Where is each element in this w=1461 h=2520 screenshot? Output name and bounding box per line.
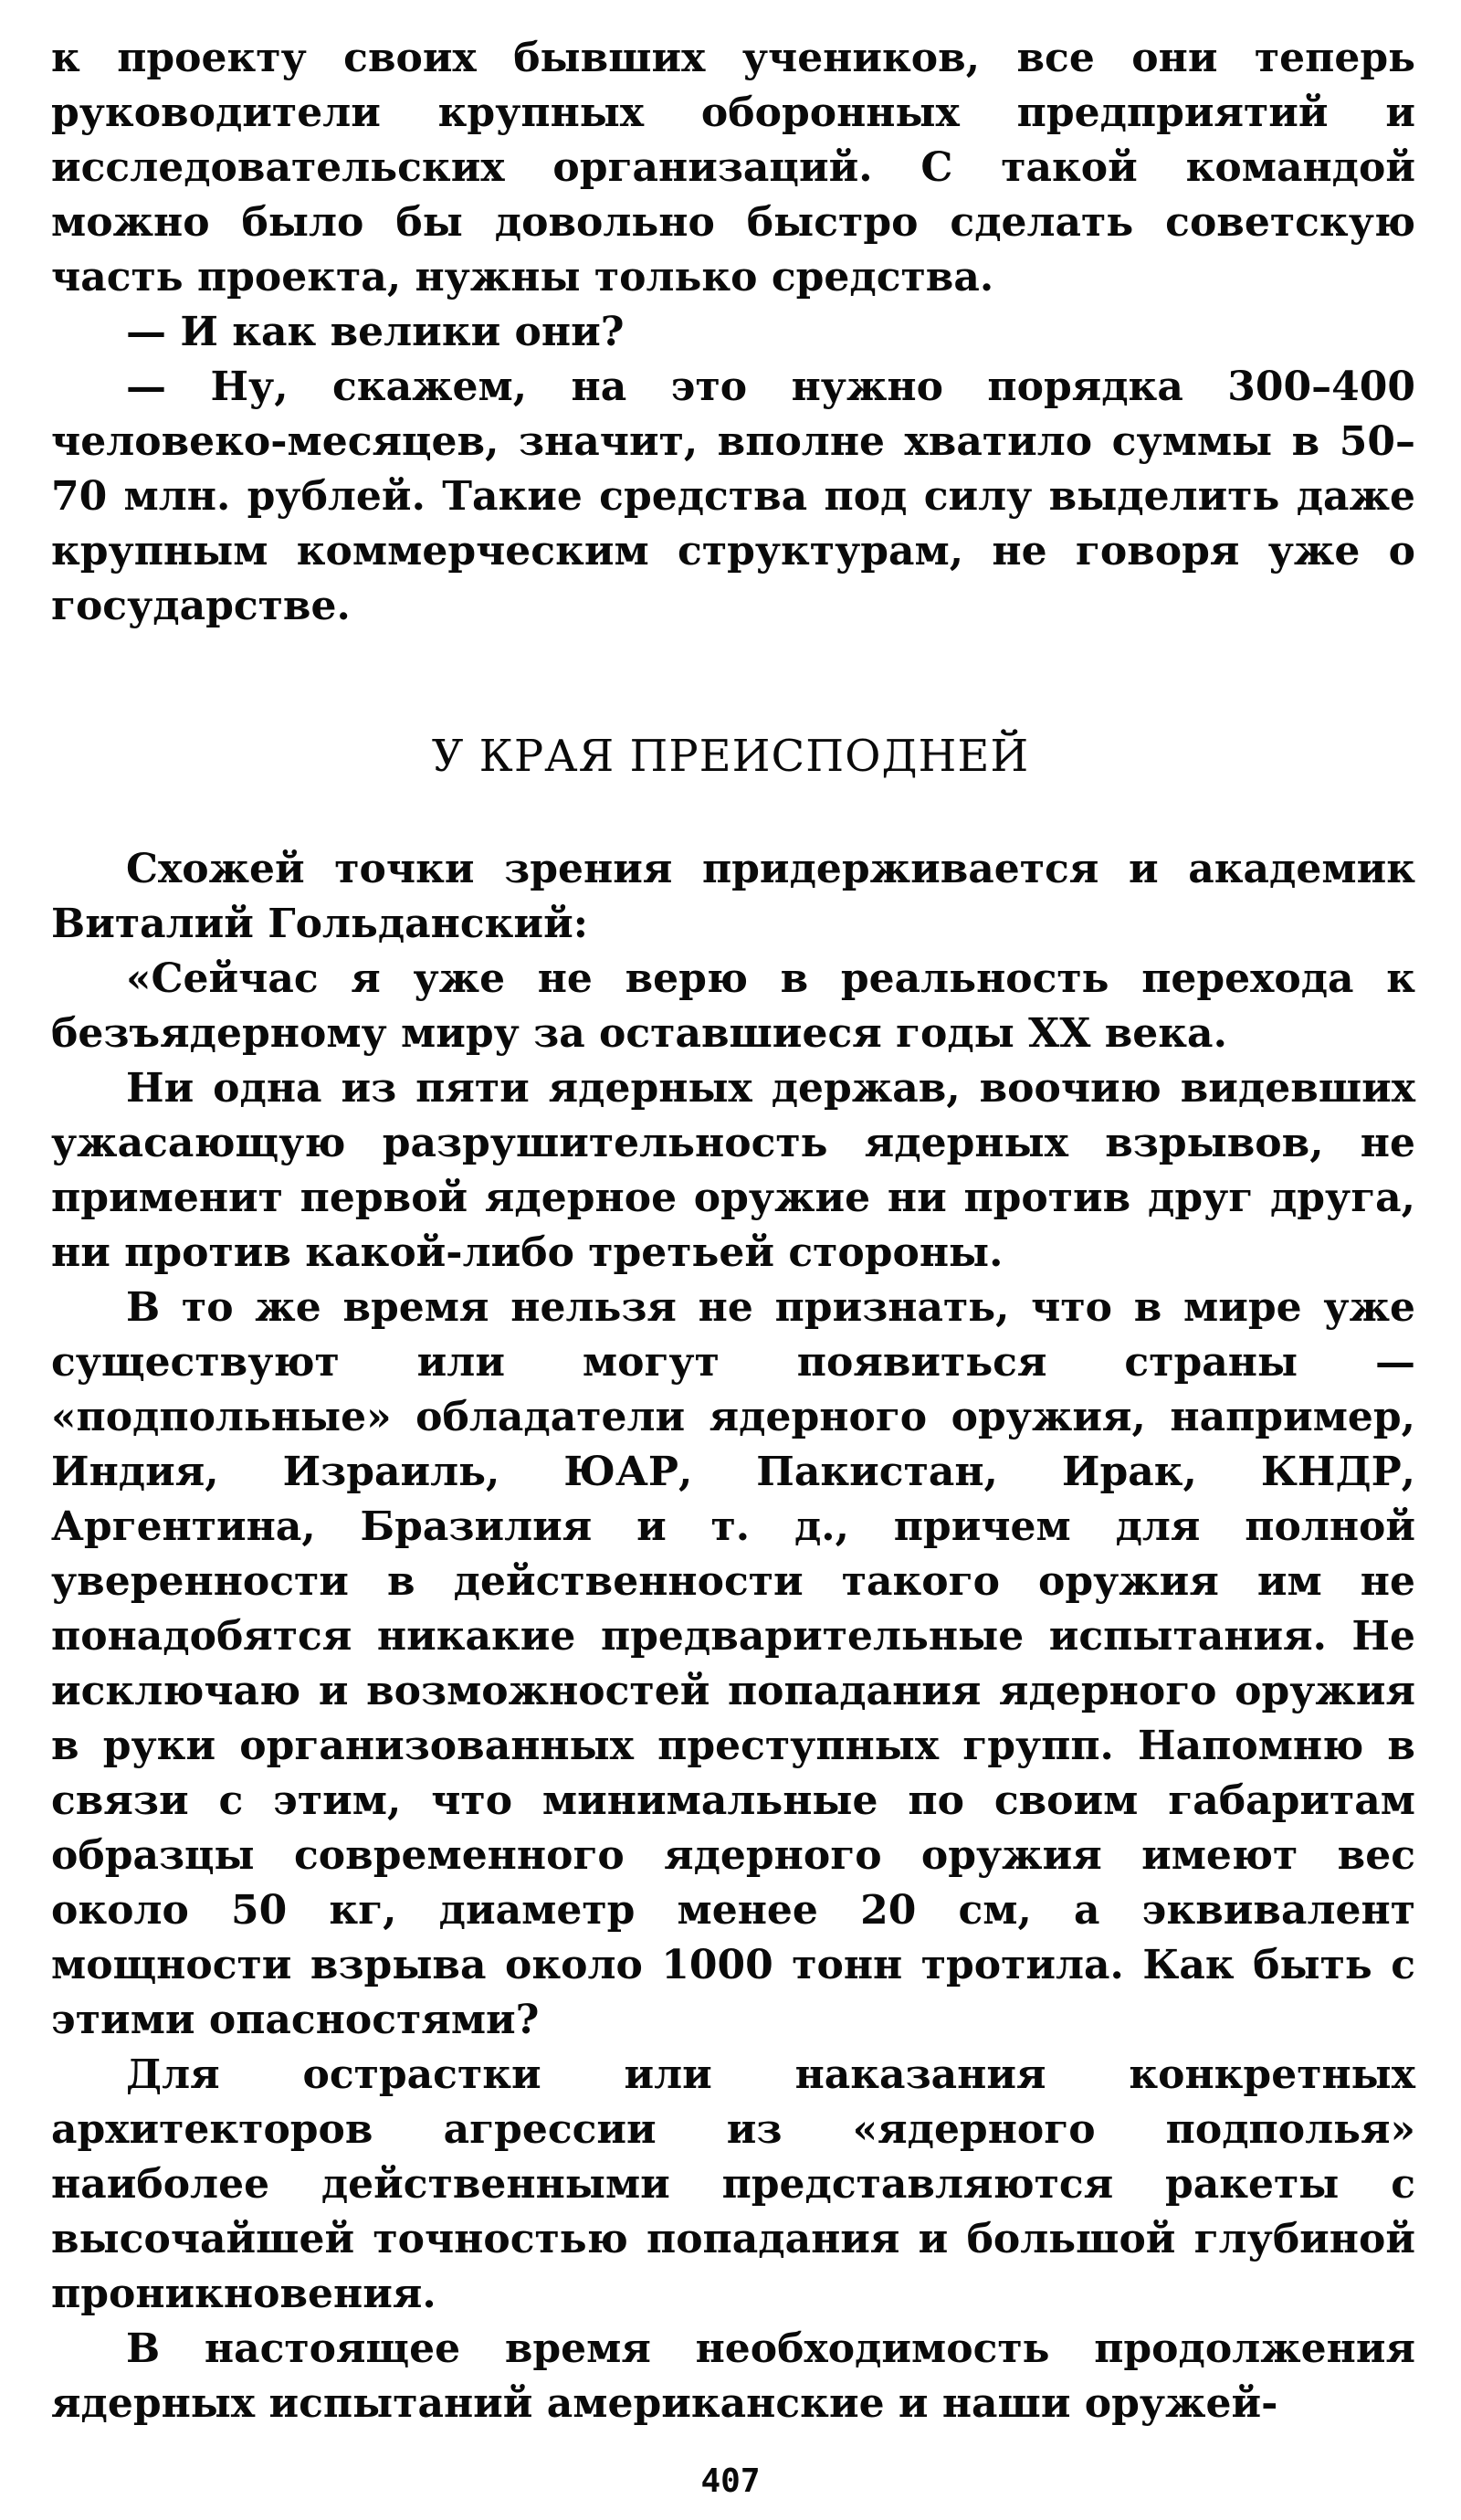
paragraph-continues-next-page: В настоящее время необходимость продолжения ядерных испытаний американские и наши оружей- [51,2325,1415,2427]
paragraph: Для острастки или наказания конкретных архитекторов агрессии из «ядерного подполья» наиболее действенными представляются ракеты с высочайшей точностью попадания и большой глубиной проникновения. [51,2051,1415,2317]
page-number: 407 [700,2462,761,2500]
paragraph-continued: к проекту своих бывших учеников, все они теперь руководители крупных оборонных предприятий и исследовательских организаций. С такой командой можно было бы довольно быстро сделать советскую часть проекта, нужны только средства. [51,35,1415,301]
section-heading: У КРАЯ ПРЕИСПОДНЕЙ [431,731,1030,782]
paragraph-dialogue-question: — И как велики они? [126,309,625,355]
section-text-block [51,842,1415,2431]
continued-text-block [51,31,1415,634]
paragraph: Схожей точки зрения придерживается и академик Виталий Гольданский: [51,846,1415,947]
paragraph-dialogue-answer: — Ну, скажем, на это нужно порядка 300–400 человеко-месяцев, значит, вполне хватило суммы в 50–70 млн. рублей. Такие средства под силу выделить даже крупным коммерческим структурам, не говоря уже о государстве. [51,364,1415,629]
paragraph: В то же время нельзя не признать, что в мире уже существуют или могут появиться страны — «подпольные» обладатели ядерного оружия, например, Индия, Израиль, ЮАР, Пакистан, Ирак, КНДР, Аргентина, Бразилия и т. д., причем для полной уверенности в действенности такого оружия им не понадобятся никакие предварительные испытания. Не исключаю и возможностей попадания ядерного оружия в руки организованных преступных групп. Напомню в связи с этим, что минимальные по своим габаритам образцы современного ядерного оружия имеют вес около 50 кг, диаметр менее 20 см, а эквивалент мощности взрыва около 1000 тонн тротила. Как быть с этими опасностями? [51,1284,1415,2043]
paragraph-quote-start: «Сейчас я уже не верю в реальность перехода к безъядерному миру за оставшиеся годы XX века. [51,955,1415,1057]
paragraph: Ни одна из пяти ядерных держав, воочию видевших ужасающую разрушительность ядерных взрывов, не применит первой ядерное оружие ни против друг друга, ни против какой-либо третьей стороны. [51,1065,1415,1276]
